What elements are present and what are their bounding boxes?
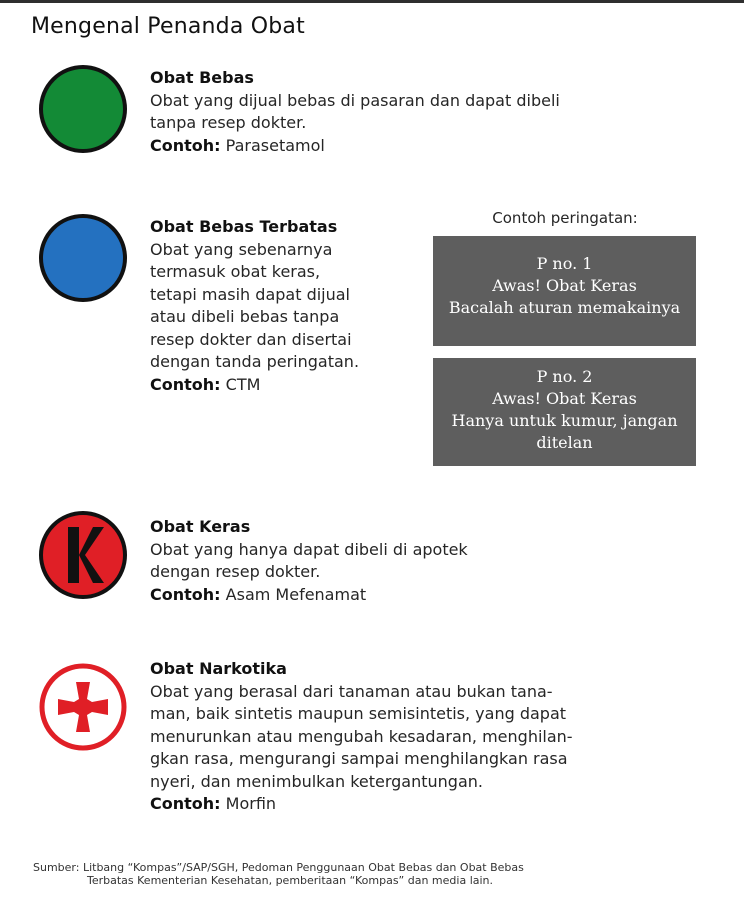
- item-desc-line: termasuk obat keras,: [150, 262, 321, 281]
- item-desc-line: Obat yang berasal dari tanaman atau bukan tana-: [150, 681, 553, 701]
- item-desc-line: tanpa resep dokter.: [150, 113, 307, 132]
- item-heading: Obat Keras: [150, 517, 251, 536]
- item-example: [150, 374, 359, 397]
- item-desc-line: Obat yang sebenarnya: [150, 239, 333, 259]
- item-obat-bebas: [150, 67, 560, 157]
- source-line: Sumber: Litbang “Kompas”/SAP/SGH, Pedoman Penggunaan Obat Bebas dan Obat Bebas: [33, 861, 524, 874]
- source-line: Terbatas Kementerian Kesehatan, pemberitaan “Kompas” dan media lain.: [87, 874, 494, 887]
- warning-line: Hanya untuk kumur, jangan: [451, 411, 678, 430]
- item-desc-line: dengan tanda peringatan.: [150, 352, 360, 371]
- example-value: Asam Mefenamat: [225, 584, 367, 604]
- item-desc-line: menurunkan atau mengubah kesadaran, menghilan-: [150, 726, 573, 746]
- warning-box-p2: [433, 358, 696, 466]
- example-value: Morfin: [225, 794, 277, 813]
- item-desc-line: man, baik sintetis maupun semisintetis, yang dapat: [150, 704, 567, 723]
- item-obat-keras: [150, 516, 468, 606]
- example-value: CTM: [225, 374, 261, 394]
- item-example: [150, 584, 468, 607]
- warning-line: Awas! Obat Keras: [492, 276, 637, 295]
- example-label: Contoh:: [150, 794, 221, 813]
- warning-line: ditelan: [536, 433, 593, 452]
- item-example: [150, 135, 560, 158]
- item-desc-line: nyeri, dan menimbulkan ketergantungan.: [150, 771, 483, 791]
- example-label: Contoh:: [150, 135, 221, 155]
- item-desc-line: resep dokter dan disertai: [150, 329, 352, 349]
- top-rule: [0, 0, 744, 3]
- item-obat-narkotika: [150, 658, 573, 816]
- warning-caption: Contoh peringatan:: [492, 209, 638, 227]
- example-value: Parasetamol: [225, 135, 325, 155]
- item-heading: Obat Bebas Terbatas: [150, 217, 338, 236]
- example-label: Contoh:: [150, 584, 221, 604]
- item-desc-line: Obat yang hanya dapat dibeli di apotek: [150, 539, 468, 559]
- example-label: Contoh:: [150, 374, 221, 394]
- warning-line: P no. 2: [536, 367, 593, 386]
- source-note: [33, 861, 524, 887]
- item-desc-line: Obat yang dijual bebas di pasaran dan dapat dibeli: [150, 90, 560, 110]
- warning-box-p1: [433, 236, 696, 346]
- item-desc-line: gkan rasa, mengurangi sampai menghilangkan rasa: [150, 749, 568, 768]
- item-desc-line: dengan resep dokter.: [150, 562, 321, 581]
- item-heading: Obat Narkotika: [150, 659, 287, 678]
- red-circle-k-icon: [38, 510, 128, 600]
- item-desc-line: tetapi masih dapat dijual: [150, 284, 350, 304]
- warning-line: Awas! Obat Keras: [492, 389, 637, 408]
- blue-circle-icon: [38, 213, 128, 303]
- green-circle-icon: [38, 64, 128, 154]
- item-desc-line: atau dibeli bebas tanpa: [150, 307, 340, 326]
- item-example: [150, 793, 573, 816]
- item-obat-bebas-terbatas: [150, 216, 359, 396]
- page-title: Mengenal Penanda Obat: [31, 14, 305, 39]
- warning-line: P no. 1: [536, 254, 593, 273]
- item-heading: Obat Bebas: [150, 68, 254, 87]
- warning-line: Bacalah aturan memakainya: [448, 298, 681, 317]
- red-cross-circle-icon: [38, 662, 128, 752]
